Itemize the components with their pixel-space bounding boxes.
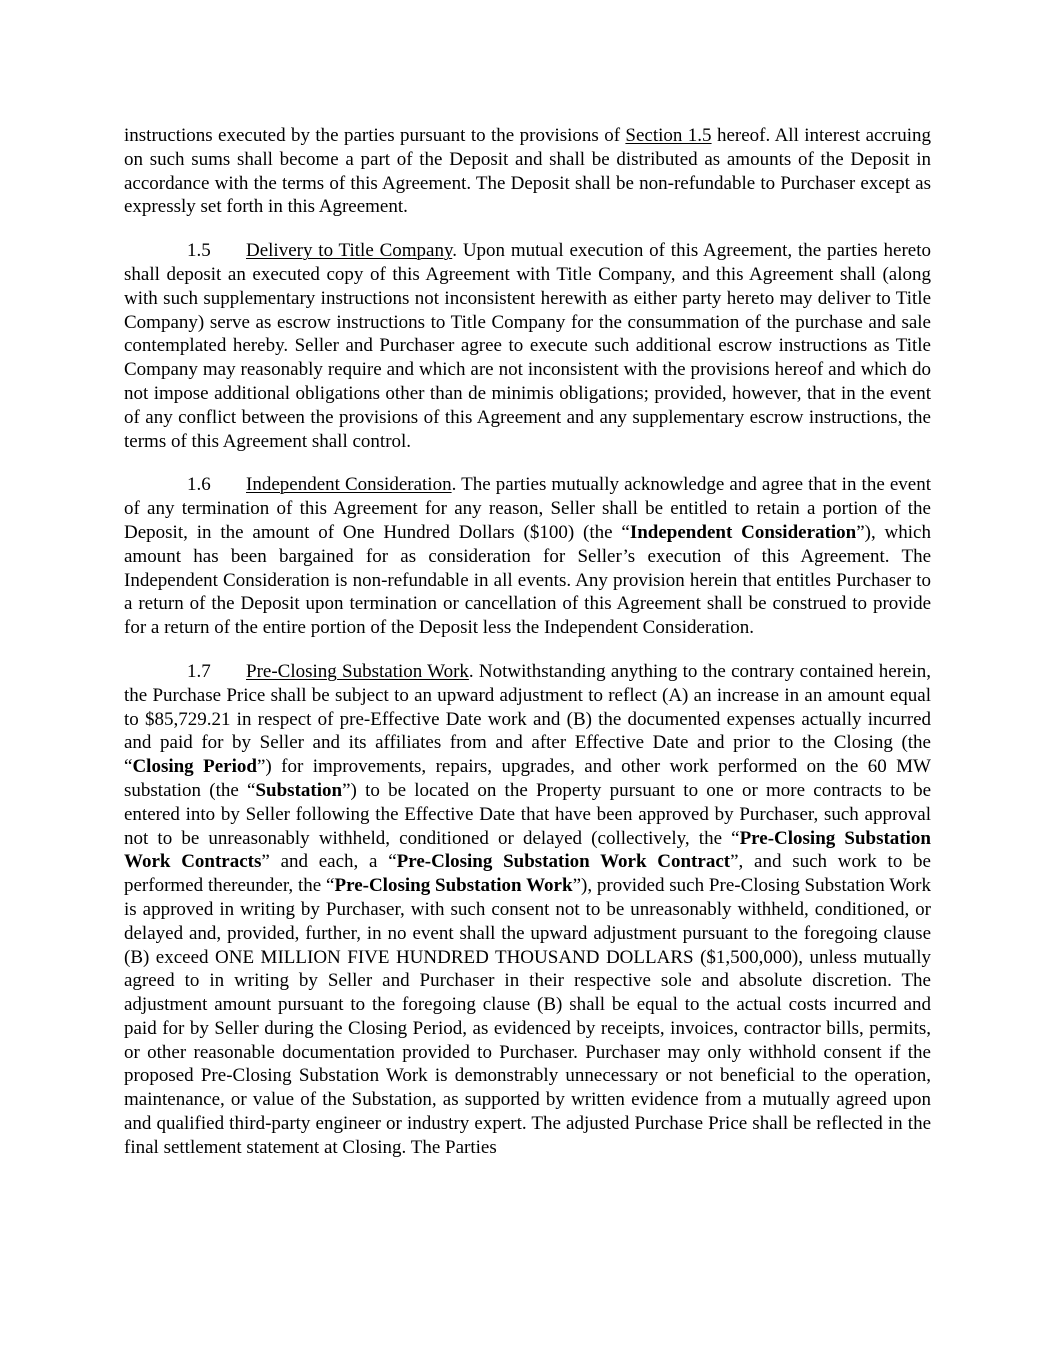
section-number: 1.5 [187,240,211,262]
defined-term: Pre-Closing Substation Work Contract [396,851,731,873]
defined-term: Pre-Closing Substation Work [334,875,573,897]
defined-term: Pre-Closing Substation Work Contracts [124,827,931,873]
defined-term: Independent Consideration [629,521,857,543]
paragraph-continuation: instructions executed by the parties pursuant to the provisions of Section 1.5 hereof. All interest accruing on such sums shall become a part of the Deposit and shall be distributed as amounts of the Deposit in accordance with the terms of this Agreement. The Deposit shall be non-refundable to Purchaser except as expressly set forth in this Agreement. [124,125,931,218]
section-heading: Delivery to Title Company [246,240,453,262]
defined-term: Closing Period [132,756,257,778]
section-heading: Pre-Closing Substation Work [246,660,469,682]
section-reference-link: Section 1.5 [625,125,712,146]
section-1-5: 1.5 Delivery to Title Company. Upon mutual execution of this Agreement, the parties hereto shall deposit an executed copy of this Agreement with Title Company, and this Agreement shall (along with such supplementary instructions not inconsistent herewith as either party hereto may deliver to Title Company) serve as escrow instructions to Title Company for the consummation of the purchase and sale contemplated hereby. Seller and Purchaser agree to execute such additional escrow instructions as Title Company may reasonably require and which are not inconsistent with the provisions hereof and which do not impose additional obligations other than de minimis obligations; provided, however, that in the event of any conflict between the provisions of this Agreement and any supplementary escrow instructions, the terms of this Agreement shall control. [124,240,931,452]
section-1-6: 1.6 Independent Consideration. The parties mutually acknowledge and agree that in the event of any termination of this Agreement for any reason, Seller shall be entitled to retain a portion of the Deposit, in the amount of One Hundred Dollars ($100) (the “Independent Consideration”), which amount has been bargained for as consideration for Seller’s execution of this Agreement. The Independent Consideration is non-refundable in all events. Any provision herein that entitles Purchaser to a return of the Deposit upon termination or cancellation of this Agreement shall be construed to provide for a return of the entire portion of the Deposit less the Independent Consideration. [124,474,931,639]
section-1-7: 1.7 Pre-Closing Substation Work. Notwithstanding anything to the contrary contained herein, the Purchase Price shall be subject to an upward adjustment to reflect (A) an increase in an amount equal to $85,729.21 in respect of pre-Effective Date work and (B) the documented expenses actually incurred and paid for by Seller and its affiliates from and after Effective Date and prior to the Closing (the “Closing Period”) for improvements, repairs, upgrades, and other work performed on the 60 MW substation (the “Substation”) to be located on the Property pursuant to one or more contracts to be entered into by Seller following the Effective Date that have been approved by Purchaser, such approval not to be unreasonably withheld, conditioned or delayed (collectively, the “Pre-Closing Substation Work Contracts” and each, a “Pre-Closing Substation Work Contract”, and such work to be performed thereunder, the “Pre-Closing Substation Work”), provided such Pre-Closing Substation Work is approved in writing by Purchaser, with such consent not to be unreasonably withheld, conditioned, or delayed and, provided, further, in no event shall the upward adjustment pursuant to the foregoing clause (B) exceed ONE MILLION FIVE HUNDRED THOUSAND DOLLARS ($1,500,000), unless mutually agreed to in writing by Seller and Purchaser in their respective sole and absolute discretion. The adjustment amount pursuant to the foregoing clause (B) shall be equal to the actual costs incurred and paid for by Seller during the Closing Period, as evidenced by receipts, invoices, contractor bills, permits, or other reasonable documentation provided to Purchaser. Purchaser may only withhold consent if the proposed Pre-Closing Substation Work is demonstrably unnecessary or not beneficial to the operation, maintenance, or value of the Substation, as supported by written evidence from a mutually agreed upon and qualified third-party engineer or industry expert. The adjusted Purchase Price shall be reflected in the final settlement statement at Closing. The Parties [124,660,932,1158]
defined-term: Substation [255,779,343,801]
section-number: 1.7 [187,660,211,682]
section-number: 1.6 [187,474,211,496]
section-heading: Independent Consideration [246,474,452,496]
